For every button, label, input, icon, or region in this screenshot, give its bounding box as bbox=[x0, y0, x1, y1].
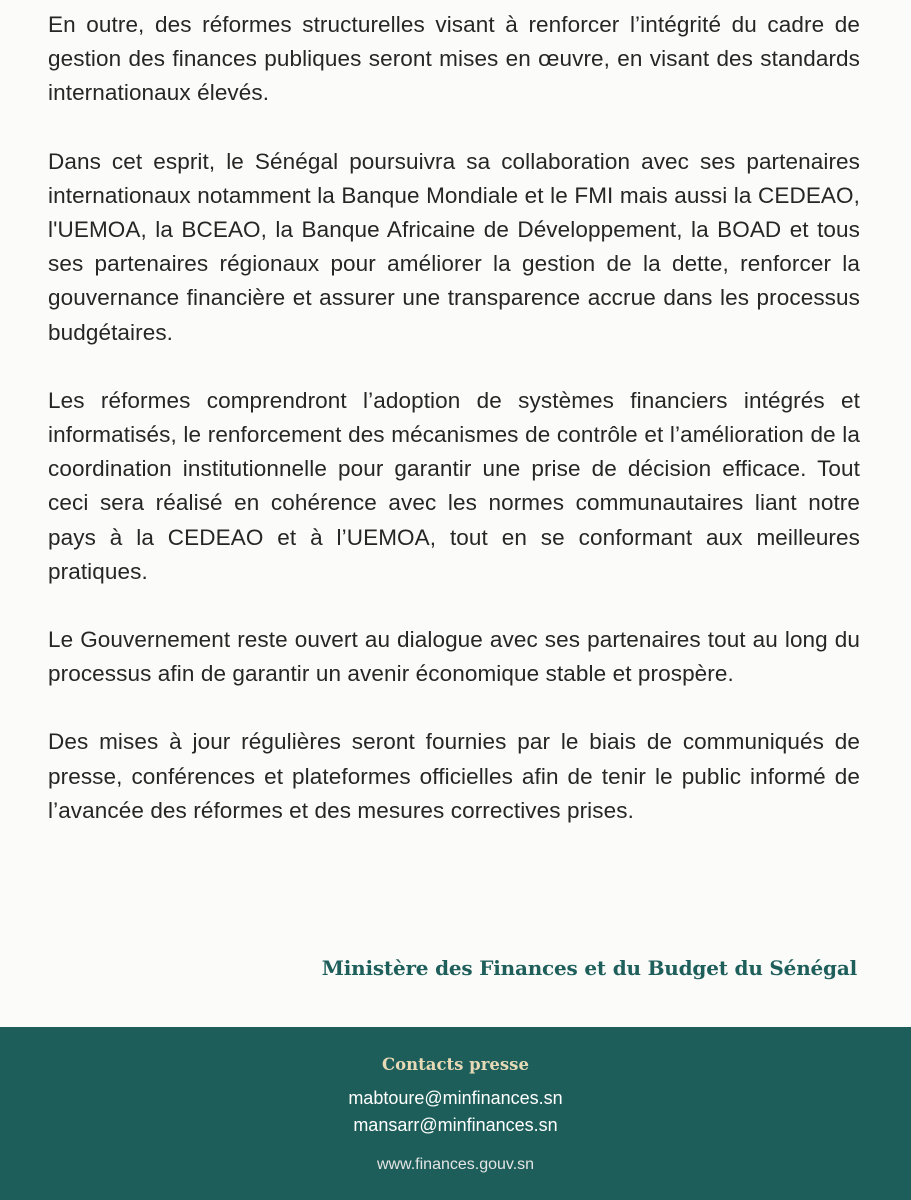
paragraph-partners-collaboration: Dans cet esprit, le Sénégal poursuivra sa collaboration avec ses partenaires internationaux notamment la Banque Mondiale et le FMI mais aussi la CEDEAO, l'UEMOA, la BCEAO, la Banque Africaine de Développement, la BOAD et tous ses partenaires régionaux pour améliorer la gestion de la dette, renforcer la gouvernance financière et assurer une transparence accrue dans les processus budgétaires. bbox=[48, 148, 860, 345]
press-contacts-title: Contacts presse bbox=[382, 1055, 529, 1074]
press-contacts-footer bbox=[0, 1027, 911, 1200]
paragraph-dialogue: Le Gouvernement reste ouvert au dialogue avec ses partenaires tout au long du processus afin de garantir un avenir économique stable et prospère. bbox=[48, 627, 860, 687]
website-link[interactable]: www.finances.gouv.sn bbox=[376, 1156, 535, 1173]
paragraph-updates: Des mises à jour régulières seront fournies par le biais de communiqués de presse, conférences et plateformes officielles afin de tenir le public informé de l’avancée des réformes et des mesures correctives prises. bbox=[48, 729, 860, 823]
press-email-link-1[interactable]: mabtoure@minfinances.sn bbox=[348, 1088, 563, 1108]
ministry-signature: Ministère des Finances et du Budget du Sénégal bbox=[321, 956, 857, 980]
press-email-link-2[interactable]: mansarr@minfinances.sn bbox=[353, 1115, 558, 1135]
paragraph-reforms-systems: Les réformes comprendront l’adoption de systèmes financiers intégrés et informatisés, le renforcement des mécanismes de contrôle et l’amélioration de la coordination institutionnelle pour garantir une prise de décision efficace. Tout ceci sera réalisé en cohérence avec les normes communautaires liant notre pays à la CEDEAO et à l’UEMOA, tout en se conformant aux meilleures pratiques. bbox=[48, 387, 860, 584]
document-body bbox=[48, 8, 860, 862]
paragraph-reforms-integrity: En outre, des réformes structurelles visant à renforcer l’intégrité du cadre de gestion des finances publiques seront mises en œuvre, en visant des standards internationaux élevés. bbox=[48, 12, 860, 106]
